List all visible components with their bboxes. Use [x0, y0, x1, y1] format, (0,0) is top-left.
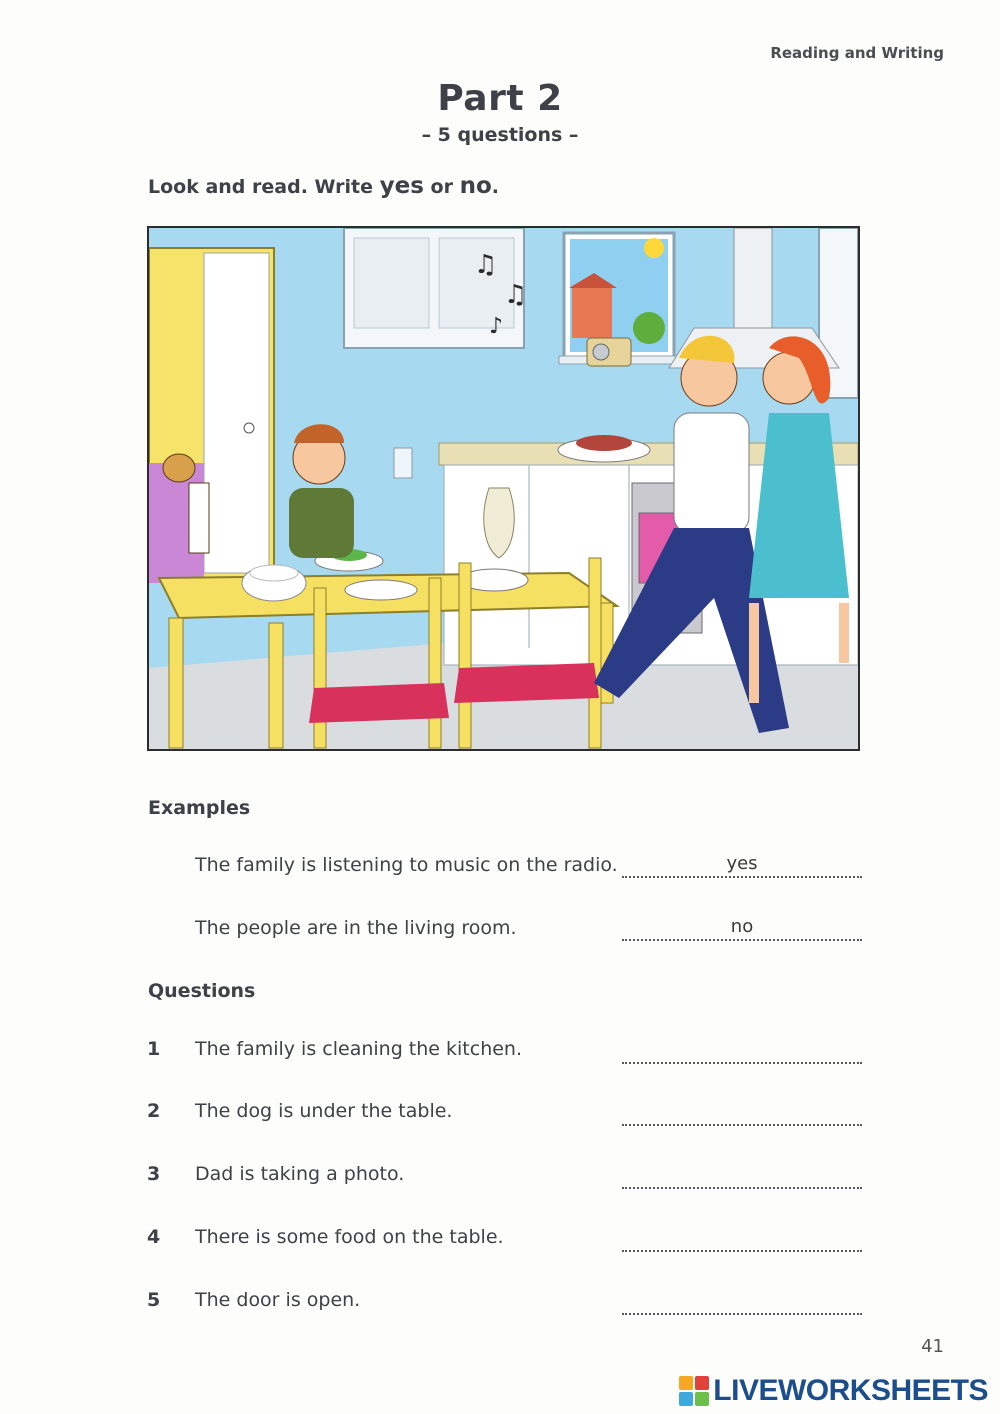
kitchen-illustration: [147, 226, 860, 751]
questions-heading: Questions: [148, 980, 256, 1002]
example-answer-line: [622, 916, 862, 941]
question-sentence: The dog is under the table.: [195, 1100, 453, 1122]
section-label: Reading and Writing: [770, 44, 944, 62]
question-number: 1: [147, 1038, 161, 1060]
liveworksheets-icon: [679, 1376, 709, 1406]
instruction: Look and read. Write yes or no.: [148, 173, 499, 199]
example-sentence: The family is listening to music on the radio.: [195, 854, 618, 876]
question-sentence: The door is open.: [195, 1289, 361, 1311]
question-sentence: Dad is taking a photo.: [195, 1163, 405, 1185]
svg-text:♪: ♪: [489, 314, 504, 339]
question-number: 3: [147, 1163, 161, 1185]
answer-field-1[interactable]: [622, 1042, 862, 1064]
question-number: 4: [147, 1226, 161, 1248]
question-sentence: There is some food on the table.: [195, 1226, 504, 1248]
liveworksheets-logo: [679, 1374, 988, 1408]
example-answer-line: [622, 853, 862, 878]
answer-field-4[interactable]: [622, 1230, 862, 1252]
examples-heading: Examples: [148, 797, 251, 819]
question-count: – 5 questions –: [421, 124, 579, 146]
page-title: Part 2: [437, 78, 563, 119]
svg-text:♫: ♫: [474, 250, 498, 280]
brand-name: LIVEWORKSHEETS: [713, 1374, 988, 1407]
answer-field-5[interactable]: [622, 1293, 862, 1315]
example-sentence: The people are in the living room.: [195, 917, 517, 939]
answer-field-2[interactable]: [622, 1104, 862, 1126]
question-number: 5: [147, 1289, 161, 1311]
page-number: 41: [921, 1336, 944, 1357]
question-sentence: The family is cleaning the kitchen.: [195, 1038, 523, 1060]
svg-text:♫: ♫: [504, 280, 528, 310]
example-answer: yes: [726, 853, 758, 874]
answer-field-3[interactable]: [622, 1167, 862, 1189]
question-number: 2: [147, 1100, 161, 1122]
example-answer: no: [730, 916, 754, 937]
